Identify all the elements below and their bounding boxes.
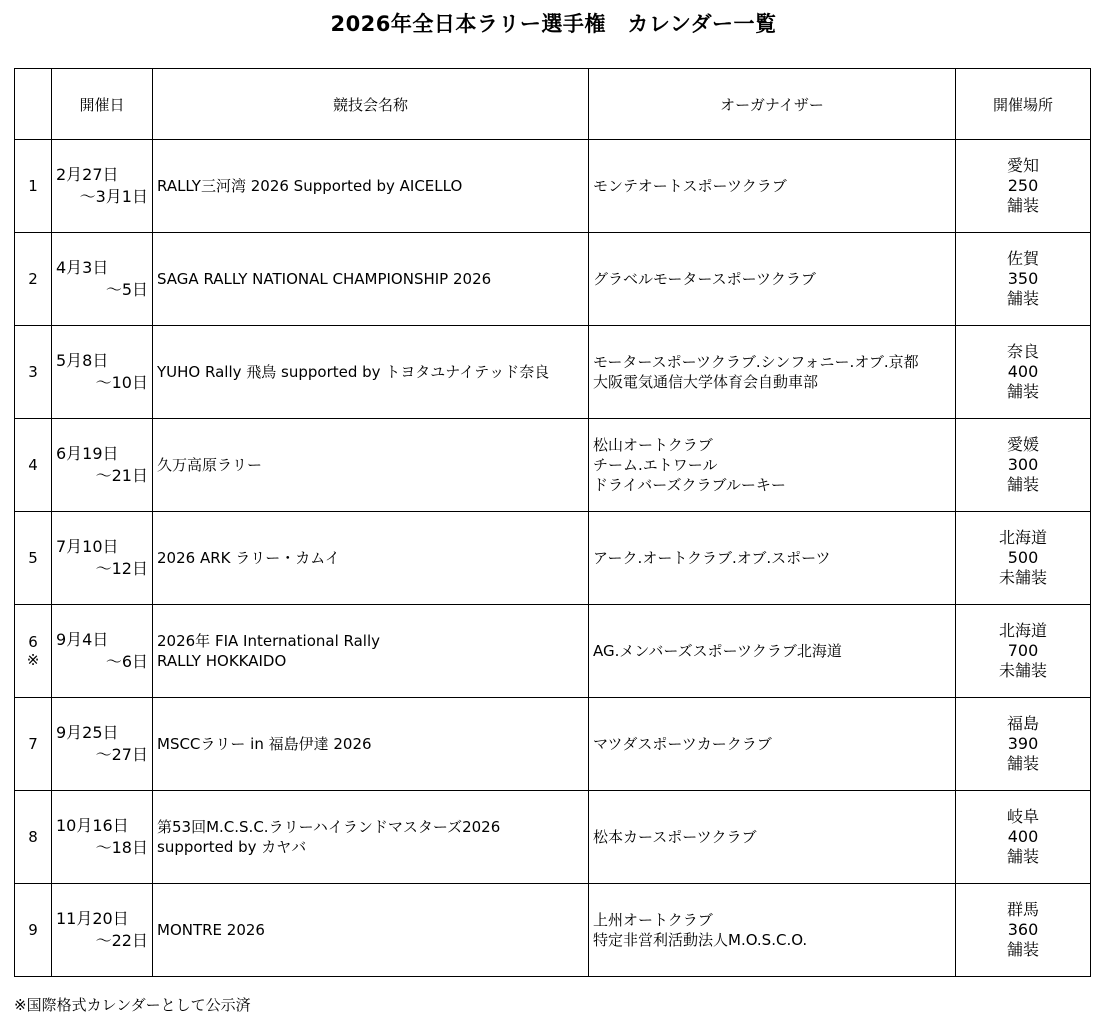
organizer-cell xyxy=(589,698,956,791)
date-start: 11月20日 xyxy=(56,909,129,928)
event-name-line: MONTRE 2026 xyxy=(157,921,265,939)
venue-cell xyxy=(956,140,1091,233)
venue-distance: 400 xyxy=(1007,827,1039,846)
venue-prefecture: 奈良 xyxy=(1006,342,1039,361)
table-body xyxy=(15,140,1091,977)
date-end: ～27日 xyxy=(95,745,148,764)
footnote: ※国際格式カレンダーとして公示済 xyxy=(14,996,251,1014)
venue-prefecture: 北海道 xyxy=(998,528,1047,547)
date-cell xyxy=(52,884,153,977)
event-name-cell xyxy=(153,605,589,698)
date-end: ～18日 xyxy=(95,838,148,857)
organizer-line: モータースポーツクラブ.シンフォニー.オブ.京都 xyxy=(593,353,919,371)
venue-cell xyxy=(956,884,1091,977)
venue-surface: 舗装 xyxy=(1006,847,1039,866)
organizer-cell xyxy=(589,605,956,698)
date-start: 9月25日 xyxy=(56,723,119,742)
venue-prefecture: 群馬 xyxy=(1006,900,1039,919)
organizer-cell xyxy=(589,140,956,233)
venue-distance: 390 xyxy=(1007,734,1039,753)
date-cell xyxy=(52,140,153,233)
row-number-cell xyxy=(15,698,52,791)
event-name-cell xyxy=(153,884,589,977)
date-end: ～21日 xyxy=(95,466,148,485)
date-cell xyxy=(52,512,153,605)
table-row xyxy=(15,512,1091,605)
venue-prefecture: 愛媛 xyxy=(1006,435,1039,454)
date-end: ～10日 xyxy=(95,373,148,392)
event-name-line: RALLY三河湾 2026 Supported by AICELLO xyxy=(157,177,463,195)
organizer-cell xyxy=(589,884,956,977)
organizer-cell xyxy=(589,233,956,326)
header-venue: 開催場所 xyxy=(956,69,1091,140)
venue-surface: 舗装 xyxy=(1006,940,1039,959)
event-name-cell xyxy=(153,698,589,791)
venue-distance: 360 xyxy=(1007,920,1039,939)
organizer-line: 特定非営利活動法人M.O.S.C.O. xyxy=(593,931,808,949)
row-number-cell xyxy=(15,791,52,884)
event-name-cell xyxy=(153,419,589,512)
international-mark: ※ xyxy=(26,651,40,669)
date-cell xyxy=(52,326,153,419)
event-name-cell xyxy=(153,791,589,884)
venue-surface: 未舗装 xyxy=(998,661,1047,680)
event-name-line: RALLY HOKKAIDO xyxy=(157,652,287,670)
event-name-line: 2026 ARK ラリー・カムイ xyxy=(157,549,340,567)
event-name-cell xyxy=(153,233,589,326)
header-date: 開催日 xyxy=(52,69,153,140)
row-number-cell xyxy=(15,419,52,512)
venue-cell xyxy=(956,233,1091,326)
venue-prefecture: 佐賀 xyxy=(1006,249,1039,268)
organizer-line: 松本カースポーツクラブ xyxy=(593,828,757,846)
event-name-line: SAGA RALLY NATIONAL CHAMPIONSHIP 2026 xyxy=(157,270,492,288)
venue-prefecture: 愛知 xyxy=(1006,156,1039,175)
date-cell xyxy=(52,419,153,512)
date-start: 2月27日 xyxy=(56,165,119,184)
venue-cell xyxy=(956,419,1091,512)
row-number: 3 xyxy=(28,363,38,381)
table-row xyxy=(15,140,1091,233)
venue-distance: 700 xyxy=(1007,641,1039,660)
table-row xyxy=(15,605,1091,698)
date-cell xyxy=(52,791,153,884)
date-start: 6月19日 xyxy=(56,444,119,463)
event-name-cell xyxy=(153,326,589,419)
venue-cell xyxy=(956,512,1091,605)
event-name-line: 2026年 FIA International Rally xyxy=(157,632,381,650)
header-number xyxy=(15,69,52,140)
table-row xyxy=(15,791,1091,884)
venue-distance: 350 xyxy=(1007,269,1039,288)
organizer-line: チーム.エトワール xyxy=(593,456,718,474)
date-end: ～5日 xyxy=(105,280,148,299)
event-name-line: 第53回M.C.S.C.ラリーハイランドマスターズ2026 xyxy=(157,818,501,836)
table-row xyxy=(15,326,1091,419)
row-number: 9 xyxy=(28,921,38,939)
organizer-line: 松山オートクラブ xyxy=(593,436,713,454)
organizer-line: マツダスポーツカークラブ xyxy=(593,735,772,753)
venue-surface: 舗装 xyxy=(1006,754,1039,773)
table-row xyxy=(15,233,1091,326)
calendar-table xyxy=(14,68,1091,977)
row-number: 1 xyxy=(28,177,38,195)
row-number: 4 xyxy=(28,456,38,474)
header-row xyxy=(15,69,1091,140)
organizer-line: ドライバーズクラブルーキー xyxy=(593,476,786,494)
venue-surface: 未舗装 xyxy=(998,568,1047,587)
table-row xyxy=(15,419,1091,512)
organizer-cell xyxy=(589,419,956,512)
table-row xyxy=(15,884,1091,977)
row-number-cell xyxy=(15,605,52,698)
page-title: 2026年全日本ラリー選手権 カレンダー一覧 xyxy=(330,12,777,36)
row-number-cell xyxy=(15,326,52,419)
venue-surface: 舗装 xyxy=(1006,475,1039,494)
date-end: ～6日 xyxy=(105,652,148,671)
event-name-line: supported by カヤバ xyxy=(157,838,307,856)
header-event-name: 競技会名称 xyxy=(153,69,589,140)
date-start: 7月10日 xyxy=(56,537,119,556)
venue-distance: 300 xyxy=(1007,455,1039,474)
venue-surface: 舗装 xyxy=(1006,382,1039,401)
organizer-cell xyxy=(589,791,956,884)
date-cell xyxy=(52,233,153,326)
organizer-line: グラベルモータースポーツクラブ xyxy=(593,270,816,288)
event-name-line: YUHO Rally 飛鳥 supported by トヨタユナイテッド奈良 xyxy=(157,363,550,381)
venue-cell xyxy=(956,698,1091,791)
date-end: ～3月1日 xyxy=(79,187,148,206)
date-start: 4月3日 xyxy=(56,258,109,277)
organizer-line: AG.メンバーズスポーツクラブ北海道 xyxy=(593,642,842,660)
date-cell xyxy=(52,605,153,698)
date-cell xyxy=(52,698,153,791)
organizer-line: アーク.オートクラブ.オブ.スポーツ xyxy=(593,549,831,567)
row-number: 6 xyxy=(28,633,38,651)
row-number: 5 xyxy=(28,549,38,567)
venue-surface: 舗装 xyxy=(1006,289,1039,308)
date-start: 10月16日 xyxy=(56,816,129,835)
organizer-line: 上州オートクラブ xyxy=(593,911,713,929)
date-end: ～12日 xyxy=(95,559,148,578)
event-name-line: 久万高原ラリー xyxy=(157,456,263,474)
venue-cell xyxy=(956,791,1091,884)
header-organizer: オーガナイザー xyxy=(589,69,956,140)
venue-cell xyxy=(956,605,1091,698)
row-number-cell xyxy=(15,233,52,326)
venue-surface: 舗装 xyxy=(1006,196,1039,215)
venue-distance: 250 xyxy=(1007,176,1039,195)
venue-prefecture: 福島 xyxy=(1006,714,1039,733)
organizer-line: 大阪電気通信大学体育会自動車部 xyxy=(593,373,819,391)
date-start: 5月8日 xyxy=(56,351,109,370)
venue-distance: 400 xyxy=(1007,362,1039,381)
venue-prefecture: 岐阜 xyxy=(1006,807,1039,826)
venue-cell xyxy=(956,326,1091,419)
venue-distance: 500 xyxy=(1007,548,1039,567)
date-start: 9月4日 xyxy=(56,630,109,649)
row-number: 8 xyxy=(28,828,38,846)
date-end: ～22日 xyxy=(95,931,148,950)
event-name-cell xyxy=(153,512,589,605)
venue-prefecture: 北海道 xyxy=(998,621,1047,640)
event-name-line: MSCCラリー in 福島伊達 2026 xyxy=(157,735,372,753)
event-name-cell xyxy=(153,140,589,233)
table-row xyxy=(15,698,1091,791)
organizer-cell xyxy=(589,326,956,419)
row-number-cell xyxy=(15,884,52,977)
row-number: 7 xyxy=(28,735,38,753)
row-number-cell xyxy=(15,512,52,605)
organizer-line: モンテオートスポーツクラブ xyxy=(593,177,787,195)
organizer-cell xyxy=(589,512,956,605)
row-number-cell xyxy=(15,140,52,233)
row-number: 2 xyxy=(28,270,38,288)
